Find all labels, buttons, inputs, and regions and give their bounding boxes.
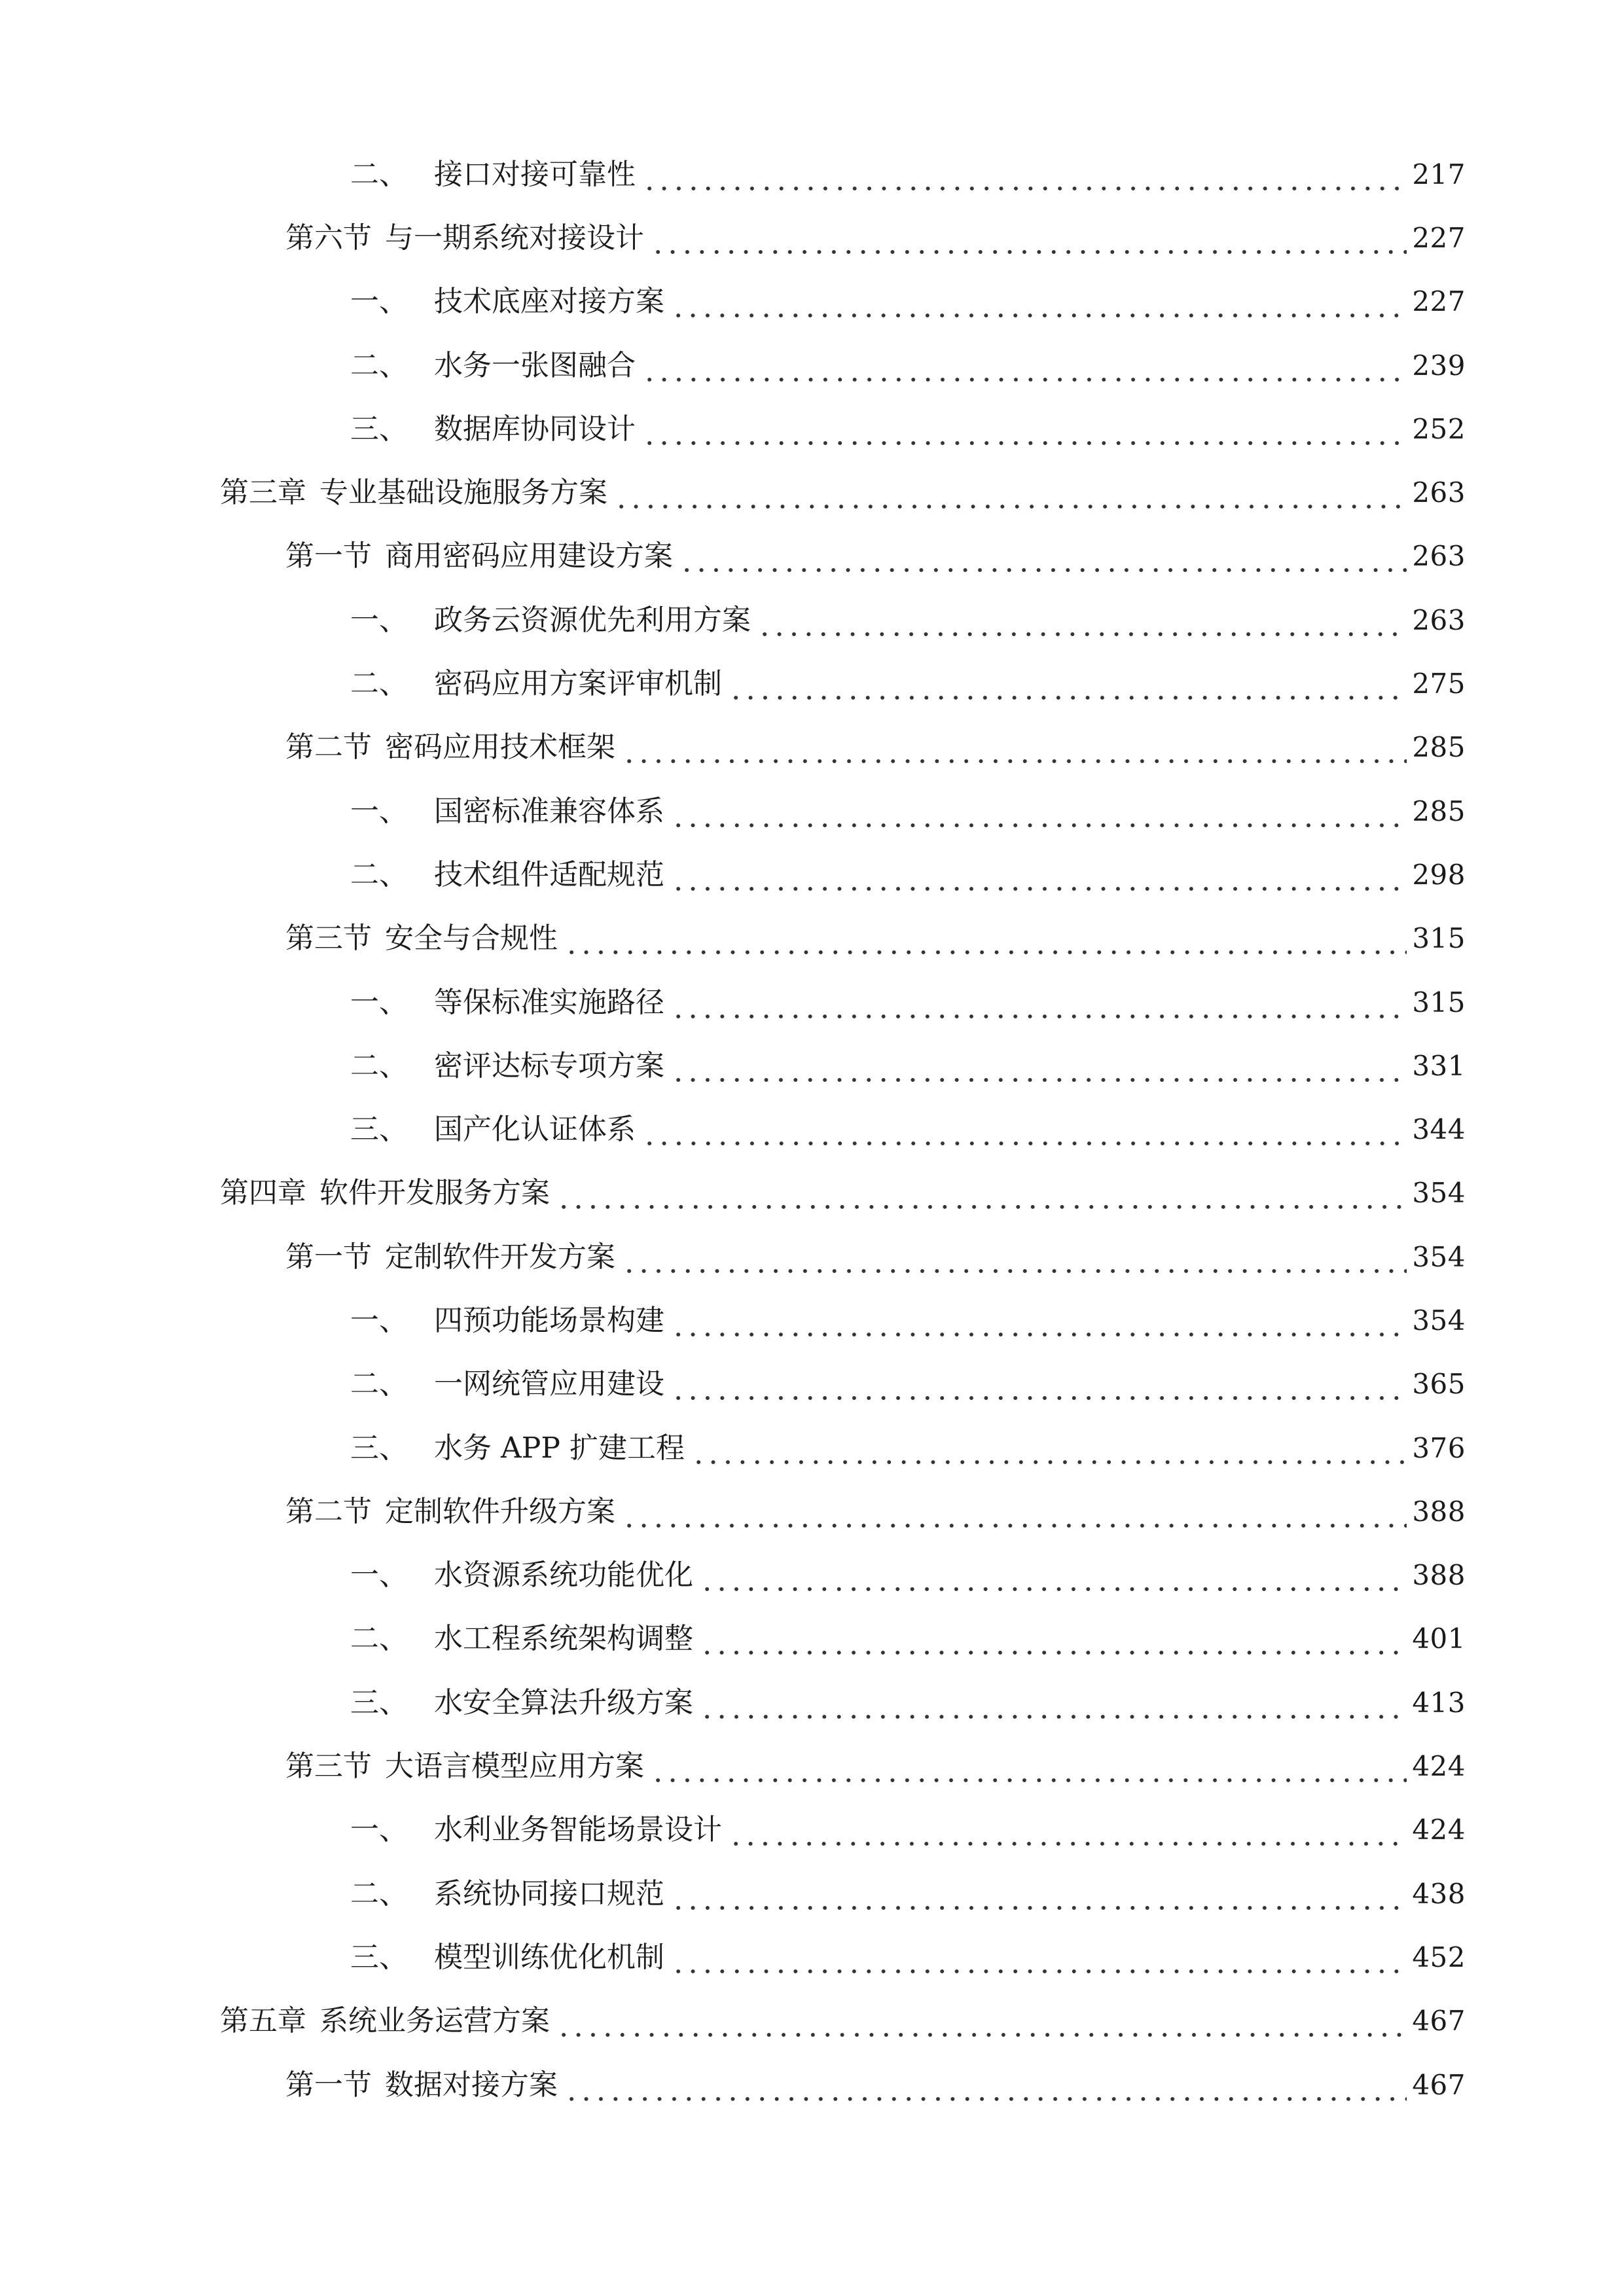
toc-entry-label [220,2004,550,2038]
toc-entry-title: 软件开发服务方案 [319,1176,550,1210]
toc-entry-page-number: 285 [1412,731,1466,764]
toc-entry[interactable] [0,1416,1624,1480]
toc-entry-label [350,157,636,191]
toc-entry-number: 二、 [350,348,408,382]
toc-entry-page-number: 315 [1412,922,1466,955]
toc-entry-number: 一、 [350,285,408,319]
toc-entry[interactable] [0,1162,1624,1225]
toc-entry-title: 水务 APP 扩建工程 [434,1431,685,1465]
toc-entry-label [350,412,636,446]
toc-entry[interactable] [0,1607,1624,1671]
toc-entry-title: 数据对接方案 [385,2068,558,2102]
toc-entry-label [350,985,664,1019]
toc-entry[interactable] [0,461,1624,524]
toc-entry-page-number: 467 [1412,2068,1466,2101]
toc-entry[interactable] [0,1544,1624,1607]
toc-entry-label [350,1113,636,1147]
toc-entry-number: 一、 [350,794,408,828]
toc-entry[interactable] [0,971,1624,1034]
toc-entry-page-number: 315 [1412,986,1466,1018]
toc-entry-number: 第二节 [285,1494,372,1528]
dot-leader [556,2009,1407,2038]
toc-entry-page-number: 438 [1412,1877,1466,1910]
toc-entry-number: 二、 [350,667,408,701]
toc-entry-title: 水工程系统架构调整 [434,1622,693,1656]
toc-entry-label [350,348,636,382]
dot-leader [564,2073,1407,2102]
toc-entry-label [220,1176,550,1210]
toc-entry-number: 第三节 [285,1749,372,1784]
toc-entry[interactable] [0,588,1624,652]
dot-leader [671,800,1407,829]
toc-entry-label [285,1749,644,1784]
dot-leader [671,1309,1407,1338]
dot-leader [564,927,1407,956]
toc-entry-number: 二、 [350,1876,408,1910]
toc-entry-number: 一、 [350,1558,408,1592]
toc-entry-page-number: 275 [1412,668,1466,700]
toc-entry-page-number: 388 [1412,1495,1466,1528]
dot-leader [642,163,1407,192]
toc-entry[interactable] [0,143,1624,206]
dot-leader [614,481,1407,510]
toc-entry-title: 密评达标专项方案 [434,1049,664,1083]
toc-entry-title: 技术底座对接方案 [434,285,664,319]
toc-entry-page-number: 263 [1412,476,1466,509]
toc-entry-title: 水利业务智能场景设计 [434,1813,722,1847]
dot-leader [671,1372,1407,1401]
toc-entry-page-number: 376 [1412,1431,1466,1464]
toc-entry-title: 接口对接可靠性 [434,157,636,191]
toc-entry[interactable] [0,843,1624,906]
dot-leader [671,1882,1407,1911]
dot-leader [700,1627,1407,1656]
toc-entry-label [350,1558,693,1592]
toc-entry[interactable] [0,1926,1624,1989]
toc-entry[interactable] [0,716,1624,780]
dot-leader [622,1500,1407,1529]
toc-entry-page-number: 263 [1412,603,1466,636]
toc-entry-title: 专业基础设施服务方案 [319,476,607,510]
toc-entry[interactable] [0,206,1624,270]
toc-entry-label [350,1049,664,1083]
toc-entry-title: 密码应用方案评审机制 [434,667,722,701]
dot-leader [671,863,1407,892]
toc-entry-page-number: 239 [1412,349,1466,382]
toc-entry-number: 三、 [350,1431,408,1465]
dot-leader [671,1946,1407,1975]
toc-entry[interactable] [0,525,1624,588]
toc-entry-label [350,1622,693,1656]
toc-entry-label [350,1431,685,1465]
toc-entry-title: 系统协同接口规范 [434,1876,664,1910]
toc-entry-title: 四预功能场景构建 [434,1303,664,1337]
toc-entry-page-number: 263 [1412,540,1466,573]
dot-leader [642,418,1407,446]
toc-entry[interactable] [0,1734,1624,1798]
toc-entry-page-number: 227 [1412,285,1466,318]
toc-entry[interactable] [0,1480,1624,1543]
toc-entry-number: 二、 [350,857,408,891]
toc-entry-number: 第二节 [285,730,372,764]
toc-entry-label [285,2068,558,2102]
dot-leader [729,672,1407,701]
toc-entry-page-number: 217 [1412,158,1466,190]
dot-leader [700,1564,1407,1592]
toc-entry[interactable] [0,1799,1624,1862]
toc-entry[interactable] [0,907,1624,971]
toc-entry[interactable] [0,334,1624,397]
toc-entry-title: 等保标准实施路径 [434,985,664,1019]
toc-entry-number: 第六节 [285,221,372,255]
toc-entry[interactable] [0,780,1624,843]
toc-entry-label [350,1940,664,1974]
toc-entry-label [285,922,558,956]
toc-entry-label [350,857,664,891]
toc-entry-title: 水资源系统功能优化 [434,1558,693,1592]
toc-entry-number: 一、 [350,1303,408,1337]
toc-entry-title: 一网统管应用建设 [434,1367,664,1401]
toc-entry[interactable] [0,1990,1624,2053]
dot-leader [757,609,1407,637]
toc-entry-title: 国产化认证体系 [434,1113,636,1147]
toc-entry[interactable] [0,1671,1624,1734]
toc-entry-page-number: 344 [1412,1113,1466,1146]
toc-entry[interactable] [0,2053,1624,2117]
toc-entry-label [220,476,607,510]
toc-entry[interactable] [0,1034,1624,1098]
toc-entry-page-number: 285 [1412,795,1466,827]
toc-entry-number: 二、 [350,1367,408,1401]
toc-entry-page-number: 365 [1412,1368,1466,1401]
toc-entry-number: 三、 [350,1113,408,1147]
toc-entry-page-number: 413 [1412,1686,1466,1719]
dot-leader [700,1691,1407,1720]
toc-entry-label [350,285,664,319]
toc-entry[interactable] [0,652,1624,715]
toc-entry-page-number: 354 [1412,1240,1466,1273]
toc-entry-number: 第四章 [220,1176,306,1210]
toc-entry-page-number: 331 [1412,1049,1466,1082]
dot-leader [651,226,1407,255]
toc-entry-page-number: 401 [1412,1623,1466,1655]
dot-leader [671,290,1407,319]
toc-entry-title: 定制软件升级方案 [385,1494,615,1528]
toc-entry-label [350,1813,722,1847]
toc-entry-label [285,1494,615,1528]
dot-leader [642,1118,1407,1147]
toc-entry-number: 第三节 [285,922,372,956]
toc-entry-title: 安全与合规性 [385,922,558,956]
dot-leader [651,1755,1407,1784]
dot-leader [671,991,1407,1020]
toc-entry-page-number: 298 [1412,858,1466,891]
toc-entry-title: 商用密码应用建设方案 [385,539,673,573]
dot-leader [679,545,1407,573]
toc-entry-title: 定制软件开发方案 [385,1240,615,1274]
toc-entry-title: 政务云资源优先利用方案 [434,603,751,637]
toc-entry-title: 水务一张图融合 [434,348,636,382]
toc-entry-number: 一、 [350,1813,408,1847]
toc-entry-page-number: 424 [1412,1814,1466,1846]
toc-entry-number: 第一节 [285,539,372,573]
dot-leader [671,1054,1407,1083]
toc-entry-label [350,603,751,637]
table-of-contents [0,143,1624,2117]
toc-entry-page-number: 227 [1412,221,1466,254]
toc-entry-number: 第一节 [285,2068,372,2102]
toc-entry-title: 水安全算法升级方案 [434,1685,693,1719]
toc-entry-label [285,730,615,764]
dot-leader [691,1437,1407,1465]
dot-leader [729,1818,1407,1847]
toc-entry-label [350,1685,693,1719]
toc-entry-label [285,1240,615,1274]
dot-leader [622,736,1407,764]
toc-entry-title: 大语言模型应用方案 [385,1749,644,1784]
dot-leader [556,1181,1407,1210]
toc-entry[interactable] [0,1862,1624,1926]
toc-entry[interactable] [0,1353,1624,1416]
toc-entry-page-number: 354 [1412,1177,1466,1210]
toc-entry-label [285,539,673,573]
toc-entry[interactable] [0,270,1624,334]
toc-entry-page-number: 388 [1412,1559,1466,1592]
toc-entry-number: 二、 [350,1049,408,1083]
toc-entry-number: 二、 [350,1622,408,1656]
toc-entry-number: 第五章 [220,2004,306,2038]
dot-leader [622,1246,1407,1274]
dot-leader [642,354,1407,383]
toc-entry-number: 第一节 [285,1240,372,1274]
toc-entry-label [350,1876,664,1910]
toc-entry-title: 与一期系统对接设计 [385,221,644,255]
toc-entry-page-number: 354 [1412,1304,1466,1336]
toc-entry-title: 模型训练优化机制 [434,1940,664,1974]
toc-entry-page-number: 452 [1412,1941,1466,1973]
toc-entry-label [350,1367,664,1401]
toc-entry-number: 三、 [350,1685,408,1719]
toc-entry-label [285,221,644,255]
toc-entry-page-number: 424 [1412,1750,1466,1783]
toc-entry-title: 国密标准兼容体系 [434,794,664,828]
toc-entry-title: 密码应用技术框架 [385,730,615,764]
toc-entry-page-number: 252 [1412,412,1466,445]
toc-entry-number: 三、 [350,1940,408,1974]
toc-entry-title: 数据库协同设计 [434,412,636,446]
toc-entry-number: 一、 [350,603,408,637]
toc-entry-number: 第三章 [220,476,306,510]
toc-entry-label [350,794,664,828]
toc-entry-number: 一、 [350,985,408,1019]
toc-entry-title: 系统业务运营方案 [319,2004,550,2038]
toc-entry[interactable] [0,1225,1624,1289]
toc-entry-number: 三、 [350,412,408,446]
toc-entry[interactable] [0,1098,1624,1161]
toc-entry-label [350,1303,664,1337]
toc-entry-label [350,667,722,701]
toc-entry-page-number: 467 [1412,2005,1466,2037]
toc-entry-number: 二、 [350,157,408,191]
toc-entry[interactable] [0,397,1624,461]
toc-entry[interactable] [0,1289,1624,1352]
toc-entry-title: 技术组件适配规范 [434,857,664,891]
